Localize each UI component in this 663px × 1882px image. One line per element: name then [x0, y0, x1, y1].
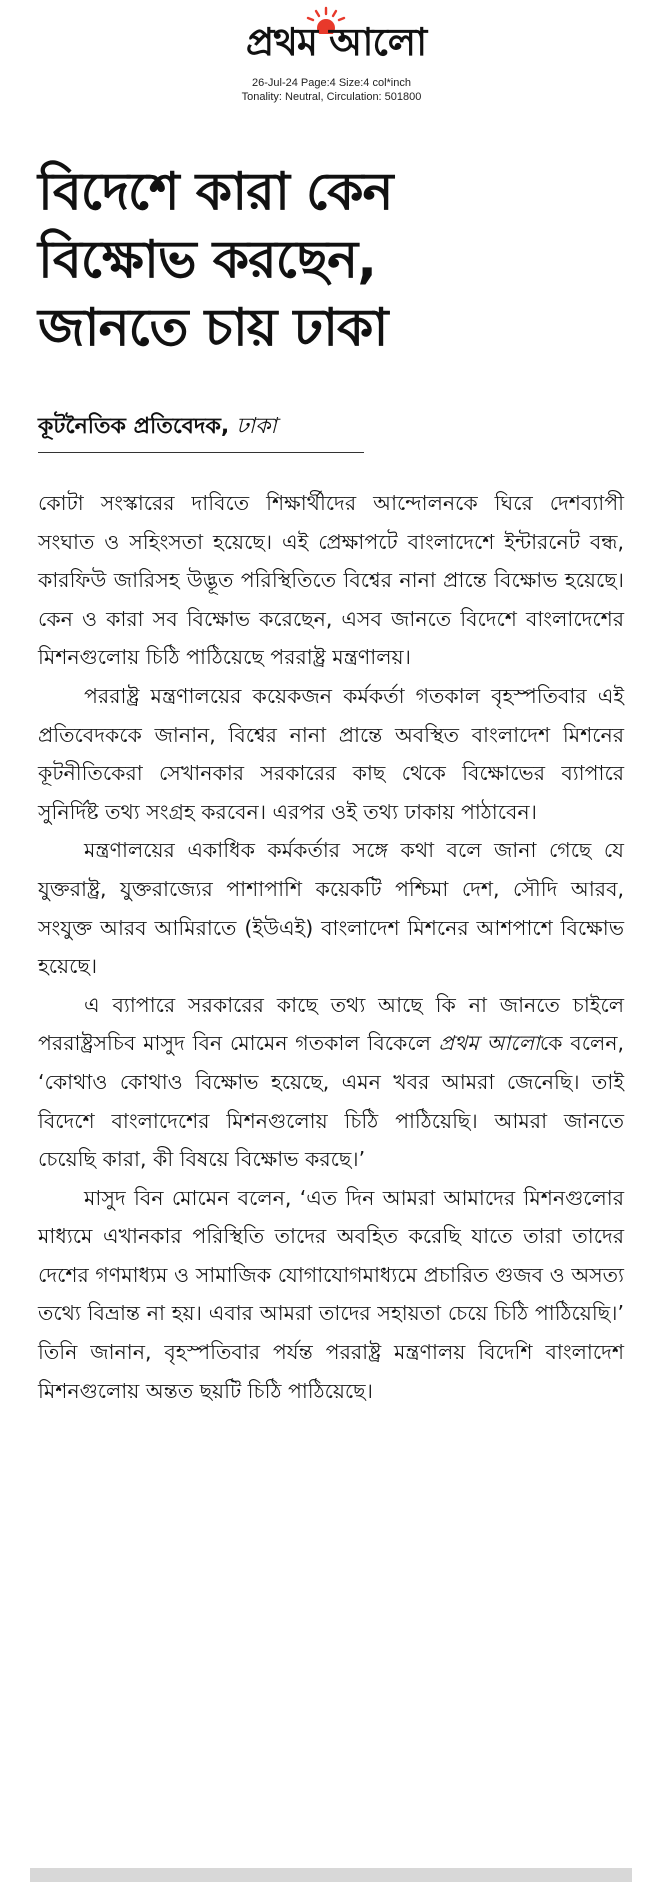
byline-divider	[38, 452, 364, 453]
paragraph-1: কোটা সংস্কারের দাবিতে শিক্ষার্থীদের আন্দোলনকে ঘিরে দেশব্যাপী সংঘাত ও সহিংসতা হয়েছে। এই প্রেক্ষাপটে বাংলাদেশে ইন্টারনেট বন্ধ, কারফিউ জারিসহ উদ্ভূত পরিস্থিতিতে বিশ্বের নানা প্রান্তে বিক্ষোভ হয়েছে। কেন ও কারা সব বিক্ষোভ করেছেন, এসব জানতে বিদেশে বাংলাদেশের মিশনগুলোয় চিঠি পাঠিয়েছে পররাষ্ট্র মন্ত্রণালয়।	[38, 491, 624, 670]
article-headline	[38, 158, 598, 362]
paragraph-3: মন্ত্রণালয়ের একাধিক কর্মকর্তার সঙ্গে কথা বলে জানা গেছে যে যুক্তরাষ্ট্র, যুক্তরাজ্যের পাশাপাশি কয়েকটি পশ্চিমা দেশ, সৌদি আরব, সংযুক্ত আরব আমিরাতে (ইউএই) বাংলাদেশ মিশনের আশপাশে বিক্ষোভ হয়েছে।	[38, 838, 624, 979]
paragraph-4	[38, 986, 624, 1179]
clipping-meta-page-size: 26-Jul-24 Page:4 Size:4 col*inch	[252, 77, 411, 89]
paragraph-4-text-before: এ ব্যাপারে সরকারের কাছে তথ্য আছে কি না জানতে চাইলে পররাষ্ট্রসচিব মাসুদ বিন মোমেন গতকাল বিকেলে	[38, 992, 624, 1056]
byline-reporter: কূটনৈতিক প্রতিবেদক,	[38, 414, 230, 439]
headline-line-3: জানতে চায় ঢাকা	[38, 298, 388, 358]
paragraph-4-paper-name: প্রথম আলো	[438, 1031, 540, 1056]
byline	[38, 412, 378, 442]
byline-location: ঢাকা	[236, 414, 277, 439]
newspaper-logo: প্রথম আলো	[245, 20, 427, 64]
headline-line-1: বিদেশে কারা কেন	[38, 162, 393, 222]
paragraph-4-text-after: কে বলেন, ‘কোথাও কোথাও বিক্ষোভ হয়েছে, এমন খবর আমরা জেনেছি। তাই বিদেশে বাংলাদেশের মিশনগুলোয় চিঠি পাঠিয়েছি। আমরা জানতে চেয়েছি কারা, কী বিষয়ে বিক্ষোভ করছে।’	[38, 1031, 624, 1172]
clipping-meta-tonality: Tonality: Neutral, Circulation: 501800	[241, 91, 422, 103]
headline-line-2: বিক্ষোভ করছেন,	[38, 230, 376, 290]
masthead	[0, 6, 663, 70]
paragraph-2: পররাষ্ট্র মন্ত্রণালয়ের কয়েকজন কর্মকর্তা গতকাল বৃহস্পতিবার এই প্রতিবেদককে জানান, বিশ্বের নানা প্রান্তে অবস্থিত বাংলাদেশ মিশনের কূটনীতিকেরা সেখানকার সরকারের কাছ থেকে বিক্ষোভের ব্যাপারে সুনির্দিষ্ট তথ্য সংগ্রহ করবেন। এরপর ওই তথ্য ঢাকায় পাঠাবেন।	[38, 683, 624, 824]
paragraph-5: মাসুদ বিন মোমেন বলেন, ‘এত দিন আমরা আমাদের মিশনগুলোর মাধ্যমে এখানকার পরিস্থিতি তাদের অবহিত করেছি যাতে তারা তাদের দেশের গণমাধ্যম ও সামাজিক যোগাযোগমাধ্যমে প্রচারিত গুজব ও অসত্য তথ্যে বিভ্রান্ত না হয়। এবার আমরা তাদের সহায়তা চেয়ে চিঠি পাঠিয়েছি।’ তিনি জানান, বৃহস্পতিবার পর্যন্ত পররাষ্ট্র মন্ত্রণালয় বিদেশি বাংলাদেশ মিশনগুলোয় অন্তত ছয়টি চিঠি পাঠিয়েছে।	[38, 1185, 624, 1403]
page-bottom-edge	[30, 1868, 632, 1882]
article-body	[38, 484, 624, 1410]
